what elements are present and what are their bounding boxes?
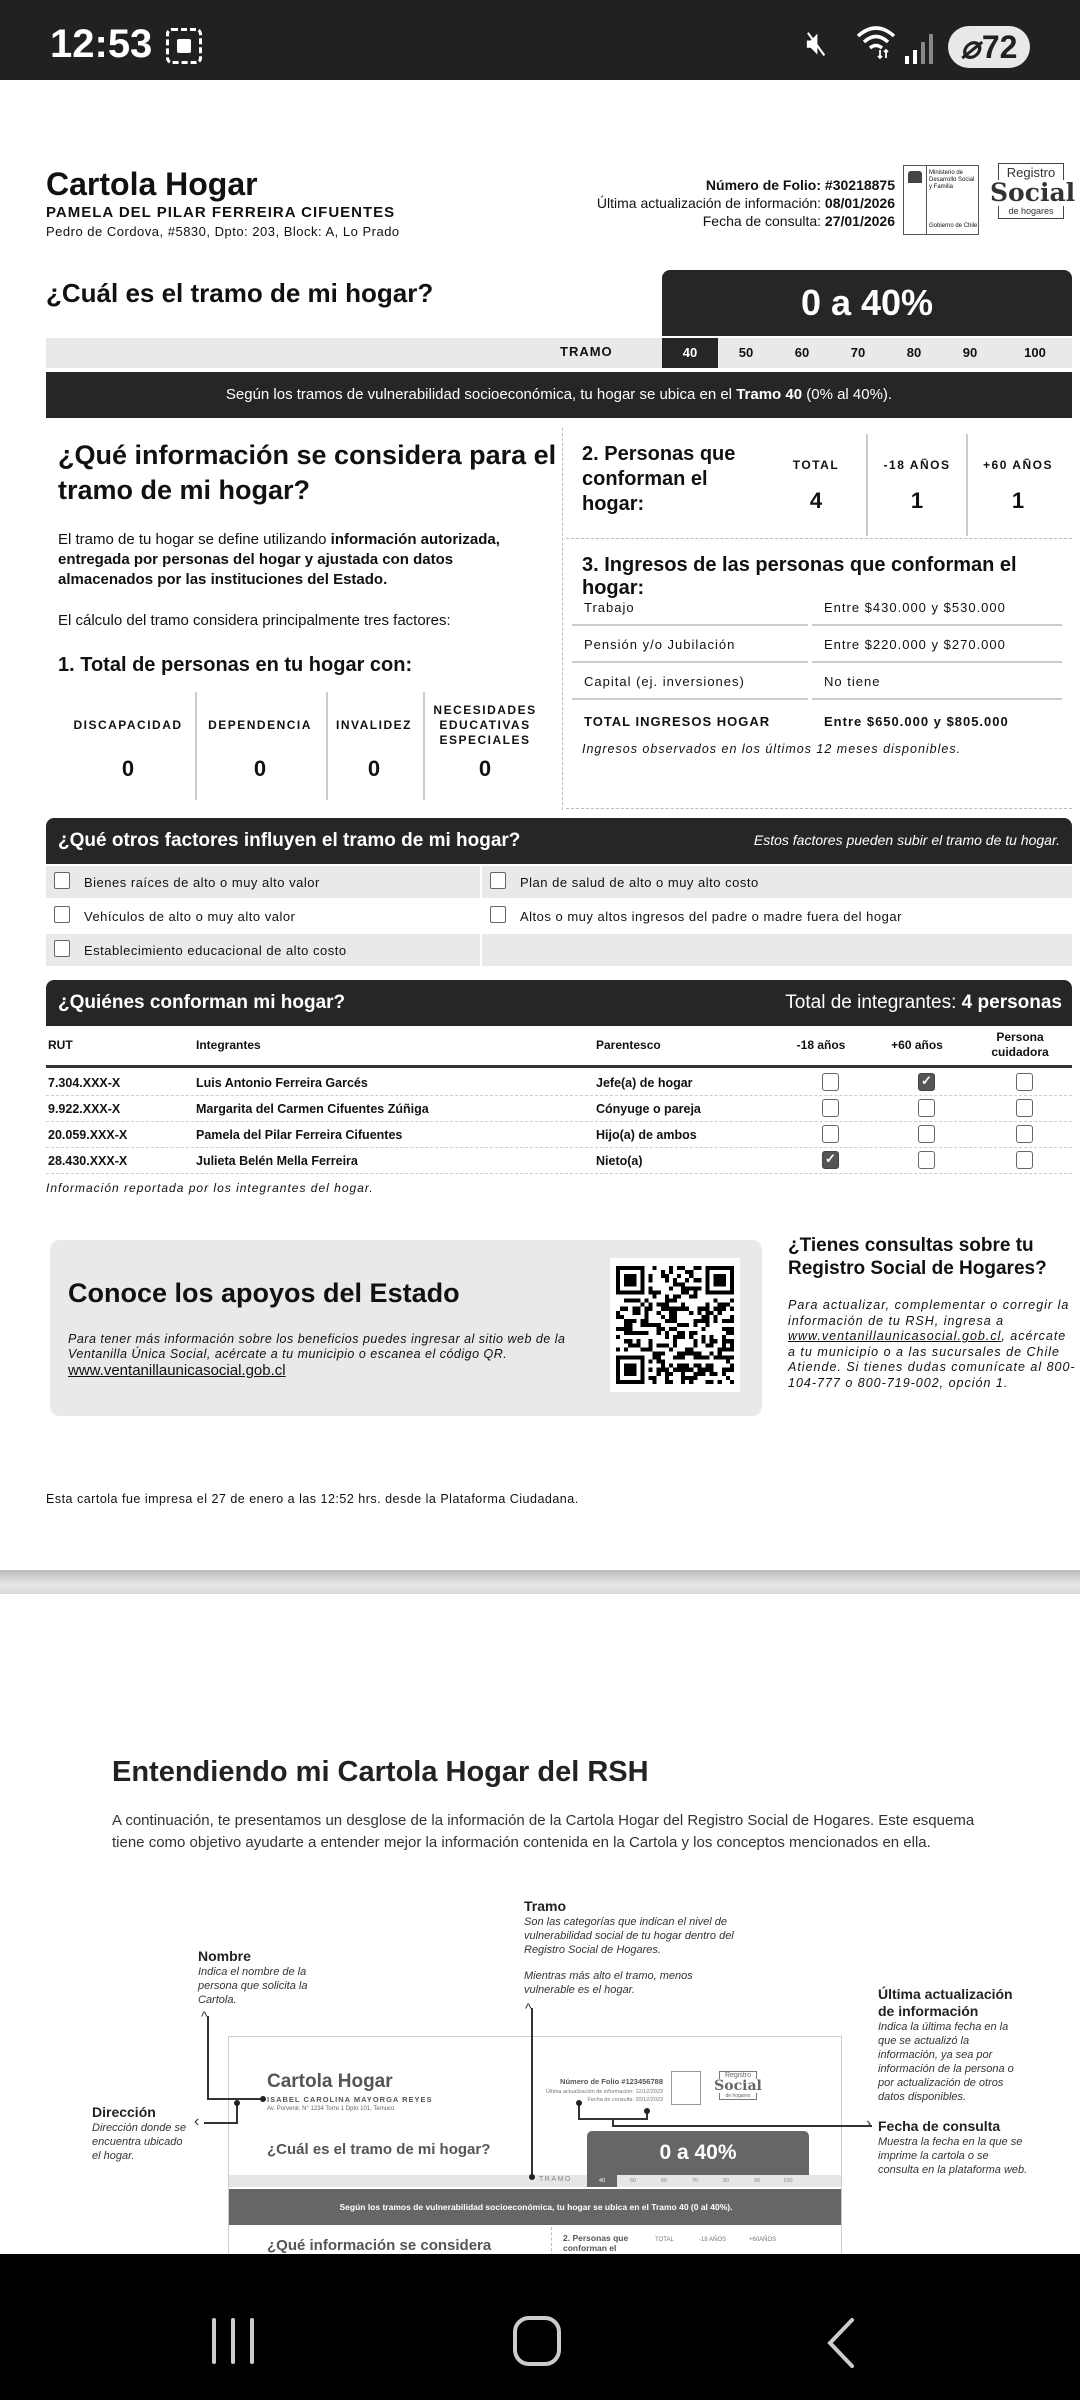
mute-icon: 🔇︎ xyxy=(806,24,828,62)
updated-date: 08/01/2026 xyxy=(824,195,895,211)
checkbox-u18[interactable] xyxy=(822,1151,839,1169)
ingresos-note: Ingresos observados en los últimos 12 meses disponibles. xyxy=(582,742,962,756)
wifi-icon xyxy=(856,24,896,68)
annotation-fecha: Fecha de consulta Muestra la fecha en la que se imprime la cartola o se consulta en la plataforma web. xyxy=(878,2118,1028,2176)
factor-item: Plan de salud de alto o muy alto costo xyxy=(482,866,1072,898)
consult-date: 27/01/2026 xyxy=(824,213,895,229)
factor3-title: 3. Ingresos de las personas que conforman el hogar: xyxy=(582,554,1017,599)
name-cell: Julieta Belén Mella Ferreira xyxy=(196,1154,358,1168)
factor-item: Establecimiento educacional de alto costo xyxy=(46,934,480,966)
sample-tramo-cell: 40 xyxy=(587,2175,617,2187)
checkbox-o60[interactable] xyxy=(918,1099,935,1117)
rut-cell: 9.922.XXX-X xyxy=(48,1102,121,1116)
col-parentesco: Parentesco xyxy=(596,1038,661,1052)
consult-label: Fecha de consulta: xyxy=(702,213,822,229)
clock: 12:53 xyxy=(50,22,153,66)
page-separator xyxy=(0,1570,1080,1594)
battery-level: 72 xyxy=(981,29,1018,65)
annotation-nombre: Nombre Indica el nombre de la persona que solicita la Cartola. xyxy=(198,1948,308,2006)
checkbox-o60[interactable] xyxy=(918,1151,935,1169)
tramo-label: TRAMO xyxy=(560,344,613,359)
checkbox-o60[interactable] xyxy=(918,1073,935,1091)
ingreso-row: Pensión y/o Jubilación Entre $220.000 y $270.000 xyxy=(572,627,1062,663)
screenshot-icon xyxy=(166,28,202,64)
annotation-ultima: Última actualización de información Indica la última fecha en la que se actualizó la información, ya sea por información de la persona o por actualización de otros datos disponibles. xyxy=(878,1986,1014,2103)
ministry-logo: Ministerio de Desarrollo Social y Familia Gobierno de Chile xyxy=(903,165,979,235)
updated-label: Última actualización de información: xyxy=(596,195,822,211)
arrow-up-icon: ^ xyxy=(201,2008,208,2024)
tramo-banner: Según los tramos de vulnerabilidad socioeconómica, tu hogar se ubica en el Tramo 40 (0% al 40%). xyxy=(46,372,1072,418)
sample-tramo-cell: 100 xyxy=(783,2178,793,2184)
name-cell: Margarita del Carmen Cifuentes Zúñiga xyxy=(196,1102,429,1116)
info-paragraph-2: El cálculo del tramo considera principalmente tres factores: xyxy=(58,612,451,629)
rut-cell: 7.304.XXX-X xyxy=(48,1076,121,1090)
consultas-link[interactable]: www.ventanillaunicasocial.gob.cl xyxy=(788,1329,1002,1343)
back-icon[interactable] xyxy=(826,2318,856,2368)
checkbox-care[interactable] xyxy=(1016,1099,1033,1117)
col-mayores: +60 años xyxy=(891,1038,943,1052)
ingreso-total-row: TOTAL INGRESOS HOGAR Entre $650.000 y $805.000 xyxy=(584,714,1009,729)
tramo-cell: 70 xyxy=(850,345,866,360)
personas-mayores: +60 AÑOS 1 xyxy=(983,458,1053,513)
checkbox[interactable] xyxy=(490,906,506,923)
ingreso-row: Trabajo Entre $430.000 y $530.000 xyxy=(572,590,1062,626)
tramo-cell: 60 xyxy=(794,345,810,360)
annotation-tramo: Tramo Son las categorías que indican el nivel de vulnerabilidad social de tu hogar dentro del Registro Social de Hogares. Mientras más alto el tramo, menos vulnerable es el hogar. xyxy=(524,1898,734,1996)
factor1-invalidez: INVALIDEZ 0 xyxy=(336,717,412,781)
sample-tramo-cell: 50 xyxy=(629,2178,637,2184)
sample-tramo-cell: 80 xyxy=(722,2178,730,2184)
tramo-cell: 80 xyxy=(906,345,922,360)
personas-total: TOTAL 4 xyxy=(792,458,840,513)
checkbox-care[interactable] xyxy=(1016,1125,1033,1143)
signal-icon xyxy=(905,32,935,64)
crest-icon xyxy=(908,171,922,183)
tramo-cell: 40 xyxy=(662,338,718,368)
consultas-section: ¿Tienes consultas sobre tu Registro Social de Hogares? Para actualizar, complementar o corregir la información de tu RSH, ingresa a www.ventanillaunicasocial.gob.cl, acércate a tu municipio o a las sucursales de Chile Atiende. Si tienes dudas comunícate al 800-104-777 o 800-719-002, opción 1. xyxy=(788,1235,1076,1390)
checkbox[interactable] xyxy=(490,872,506,889)
tramo-range: 0 a 40% xyxy=(662,270,1072,336)
sample-tramo-cell: 70 xyxy=(691,2178,699,2184)
status-bar xyxy=(0,0,1080,80)
battery-icon: ⌀72 xyxy=(948,26,1030,68)
connector-nombre xyxy=(207,2016,209,2100)
factor1-dependencia: DEPENDENCIA 0 xyxy=(208,717,312,781)
info-paragraph: El tramo de tu hogar se define utilizando información autorizada, entregada por personas del hogar y ajustada con datos almacenados por las instituciones del Estado. xyxy=(58,531,500,588)
checkbox-u18[interactable] xyxy=(822,1073,839,1091)
factor-item: Altos o muy altos ingresos del padre o madre fuera del hogar xyxy=(482,900,1072,932)
checkbox[interactable] xyxy=(54,940,70,957)
apoyos-card: Conoce los apoyos del Estado Para tener más información sobre los beneficios puedes ingresar al sitio web de la Ventanilla Única Social, acércate a tu municipio o escanea el código QR. www.ventanillaunicasocial.gob.cl xyxy=(50,1240,762,1416)
arrow-left-icon: ‹ xyxy=(194,2113,200,2130)
arrow-up-icon: ^ xyxy=(525,2000,532,2016)
col-menores: -18 años xyxy=(796,1038,846,1052)
name-cell: Pamela del Pilar Ferreira Cifuentes xyxy=(196,1128,403,1142)
recents-icon[interactable] xyxy=(212,2318,256,2364)
ventanilla-link[interactable]: www.ventanillaunicasocial.gob.cl xyxy=(68,1362,286,1379)
checkbox-care[interactable] xyxy=(1016,1073,1033,1091)
folio-number: #30218875 xyxy=(824,177,895,193)
sample-tramo-cell: 90 xyxy=(753,2178,761,2184)
arrow-right-icon: › xyxy=(866,2115,872,2132)
factor1-title: 1. Total de personas en tu hogar con: xyxy=(58,654,413,676)
factor1-discapacidad: DISCAPACIDAD 0 xyxy=(73,717,183,781)
factor2-title: 2. Personas que conforman el hogar: xyxy=(582,443,736,515)
guide-intro: A continuación, te presentamos un desglose de la información de la Cartola Hogar del Registro Social de Hogares. Este esquema tiene como objetivo ayudarte a entender mejor la información contenida en la Cartola y los conceptos mencionados en ella. xyxy=(112,1812,975,1851)
parentesco-cell: Jefe(a) de hogar xyxy=(596,1076,693,1090)
tramo-question: ¿Cuál es el tramo de mi hogar? xyxy=(46,278,434,308)
qr-code xyxy=(610,1258,740,1392)
tramo-cell: 90 xyxy=(962,345,978,360)
tramo-cell: 50 xyxy=(738,345,754,360)
sample-tramo-cell: 60 xyxy=(660,2178,668,2184)
ingreso-row: Capital (ej. inversiones) No tiene xyxy=(572,664,1062,700)
col-rut: RUT xyxy=(48,1038,73,1052)
sample-rsh-logo: Registro Social de hogares xyxy=(714,2072,762,2099)
connector-tramo xyxy=(531,2008,533,2178)
home-icon[interactable] xyxy=(513,2316,561,2366)
col-integrantes: Integrantes xyxy=(196,1038,261,1052)
otros-factores-header: ¿Qué otros factores influyen el tramo de mi hogar? Estos factores pueden subir el tramo de tu hogar. xyxy=(46,818,1072,864)
table-row xyxy=(46,1148,1072,1174)
factor-item: Vehículos de alto o muy alto valor xyxy=(46,900,480,932)
owner-name: PAMELA DEL PILAR FERREIRA CIFUENTES xyxy=(46,204,396,221)
table-row xyxy=(46,1070,1072,1096)
parentesco-cell: Hijo(a) de ambos xyxy=(596,1128,697,1142)
rsh-logo: Registro Social de hogares xyxy=(990,163,1072,235)
tramo-cell: 100 xyxy=(1024,345,1046,360)
checkbox-care[interactable] xyxy=(1016,1151,1033,1169)
personas-menores: -18 AÑOS 1 xyxy=(883,458,951,513)
checkbox[interactable] xyxy=(54,906,70,923)
integrantes-note: Información reportada por los integrantes del hogar. xyxy=(46,1181,374,1195)
rut-cell: 20.059.XXX-X xyxy=(48,1128,128,1142)
owner-address: Pedro de Cordova, #5830, Dpto: 203, Block: A, Lo Prado xyxy=(46,224,400,239)
factor-item: Bienes raíces de alto o muy alto valor xyxy=(46,866,480,898)
table-row xyxy=(46,1122,1072,1148)
checkbox-u18[interactable] xyxy=(822,1125,839,1143)
guide-title: Entendiendo mi Cartola Hogar del RSH xyxy=(112,1756,649,1788)
annotation-direccion: Dirección Dirección donde se encuentra ubicado el hogar. xyxy=(92,2104,187,2162)
folio-info xyxy=(597,176,895,230)
name-cell: Luis Antonio Ferreira Garcés xyxy=(196,1076,368,1090)
rut-cell: 28.430.XXX-X xyxy=(48,1154,128,1168)
table-row xyxy=(46,1096,1072,1122)
col-cuidadora: Persona cuidadora xyxy=(991,1030,1049,1059)
checkbox-u18[interactable] xyxy=(822,1099,839,1117)
parentesco-cell: Cónyuge o pareja xyxy=(596,1102,701,1116)
checkbox-o60[interactable] xyxy=(918,1125,935,1143)
info-question: ¿Qué información se considera para el tramo de mi hogar? xyxy=(58,440,557,505)
parentesco-cell: Nieto(a) xyxy=(596,1154,643,1168)
checkbox[interactable] xyxy=(54,872,70,889)
sample-cartola: Cartola Hogar ISABEL CAROLINA MAYORGA REYES Av. Porvenir, N° 1234 Torre 1 Dpto 101, Temuco Número de Folio #123456788 Última actualización de información: 12/12/2023 Fecha de consulta: 20/12/2023 Registro Social de hogares ¿Cuál es el tramo de mi hogar? 0 a 40% TRAMO 40 50 60 70 80 90 100 Según los tramos de vulnerabilidad socioeconómica, tu hogar se ubica en el Tramo 40 (0 al 40%). ¿Qué información se considera 2. Personas que conforman el TOTAL -18 AÑOS +60AÑOS xyxy=(228,2036,842,2256)
integrantes-header: ¿Quiénes conforman mi hogar? Total de integrantes: 4 personas xyxy=(46,980,1072,1026)
factor1-nee: NECESIDADES EDUCATIVAS ESPECIALES 0 xyxy=(433,702,537,781)
folio-label: Número de Folio: xyxy=(705,177,822,193)
document-title: Cartola Hogar xyxy=(46,166,258,202)
printed-note: Esta cartola fue impresa el 27 de enero a las 12:52 hrs. desde la Plataforma Ciudadana. xyxy=(46,1492,579,1506)
